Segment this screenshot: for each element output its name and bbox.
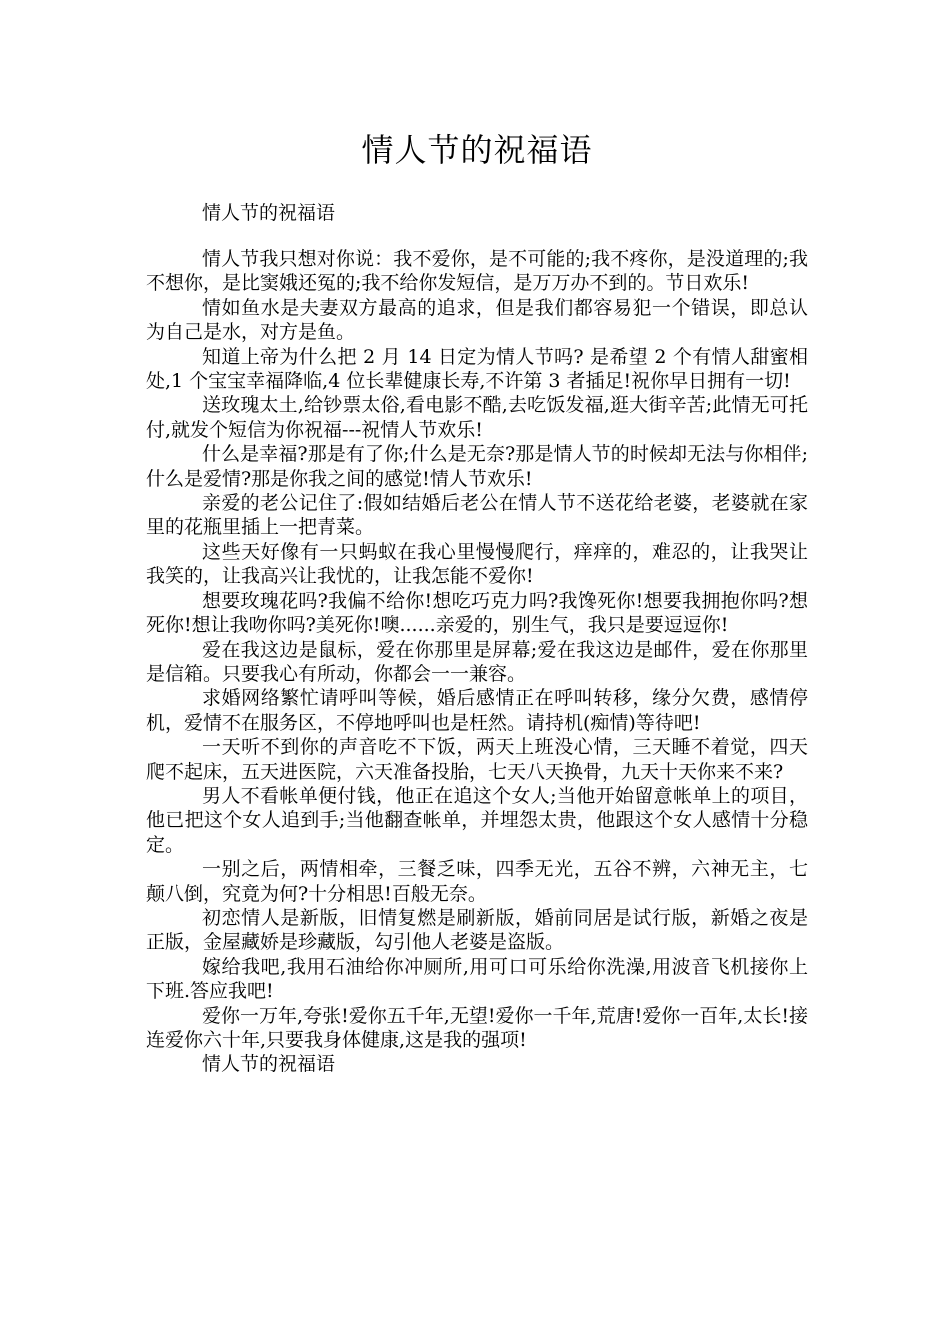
paragraph: 情如鱼水是夫妻双方最高的追求，但是我们都容易犯一个错误，即总认为自己是水，对方是鱼。 bbox=[146, 296, 808, 344]
paragraph: 想要玫瑰花吗?我偏不给你!想吃巧克力吗?我馋死你!想要我拥抱你吗?想死你!想让我吻你吗?美死你!噢......亲爱的，别生气，我只是要逗逗你! bbox=[146, 589, 808, 637]
paragraph: 男人不看帐单便付钱，他正在追这个女人;当他开始留意帐单上的项目，他已把这个女人追到手;当他翻查帐单，并埋怨太贵，他跟这个女人感情十分稳定。 bbox=[146, 784, 808, 856]
paragraph: 爱你一万年,夸张!爱你五千年,无望!爱你一千年,荒唐!爱你一百年,太长!接连爱你六十年,只要我身体健康,这是我的强项! bbox=[146, 1004, 808, 1051]
paragraph: 送玫瑰太土,给钞票太俗,看电影不酷,去吃饭发福,逛大街辛苦;此情无可托付,就发个短信为你祝福---祝情人节欢乐! bbox=[146, 394, 808, 441]
paragraph: 知道上帝为什么把 2 月 14 日定为情人节吗? 是希望 2 个有情人甜蜜相处,1 个宝宝幸福降临,4 位长辈健康长寿,不许第 3 者插足!祝你早日拥有一切! bbox=[146, 345, 808, 393]
document-page bbox=[146, 0, 808, 1344]
document-footer-title: 情人节的祝福语 bbox=[202, 1053, 336, 1076]
paragraph: 初恋情人是新版，旧情复燃是刷新版，婚前同居是试行版，新婚之夜是正版，金屋藏娇是珍藏版，勾引他人老婆是盗版。 bbox=[146, 906, 808, 954]
paragraph: 爱在我这边是鼠标，爱在你那里是屏幕;爱在我这边是邮件，爱在你那里是信箱。只要我心有所动，你都会一一兼容。 bbox=[146, 638, 808, 685]
paragraph: 亲爱的老公记住了:假如结婚后老公在情人节不送花给老婆，老婆就在家里的花瓶里插上一把青菜。 bbox=[146, 492, 808, 539]
document-body bbox=[146, 247, 808, 1077]
paragraph: 一别之后，两情相牵，三餐乏味，四季无光，五谷不辨，六神无主，七颠八倒，究竟为何?十分相思!百般无奈。 bbox=[146, 858, 808, 905]
paragraph: 一天听不到你的声音吃不下饭，两天上班没心情，三天睡不着觉，四天爬不起床，五天进医院，六天准备投胎，七天八天换骨，九天十天你来不来? bbox=[146, 736, 808, 783]
paragraph: 求婚网络繁忙请呼叫等候，婚后感情正在呼叫转移，缘分欠费，感情停机，爱情不在服务区，不停地呼叫也是枉然。请持机(痴情)等待吧! bbox=[146, 687, 808, 734]
paragraph: 嫁给我吧,我用石油给你冲厕所,用可口可乐给你洗澡,用波音飞机接你上下班.答应我吧! bbox=[146, 955, 808, 1003]
document-title: 情人节的祝福语 bbox=[361, 131, 593, 169]
document-subtitle: 情人节的祝福语 bbox=[202, 202, 336, 224]
paragraph: 什么是幸福?那是有了你;什么是无奈?那是情人节的时候却无法与你相伴;什么是爱情?那是你我之间的感觉!情人节欢乐! bbox=[146, 443, 808, 490]
paragraph: 情人节我只想对你说：我不爱你，是不可能的;我不疼你，是没道理的;我不想你，是比窦娥还冤的;我不给你发短信，是万万办不到的。节日欢乐! bbox=[146, 248, 808, 295]
paragraph: 这些天好像有一只蚂蚁在我心里慢慢爬行，痒痒的，难忍的，让我哭让我笑的，让我高兴让我忧的，让我怎能不爱你! bbox=[146, 540, 808, 588]
